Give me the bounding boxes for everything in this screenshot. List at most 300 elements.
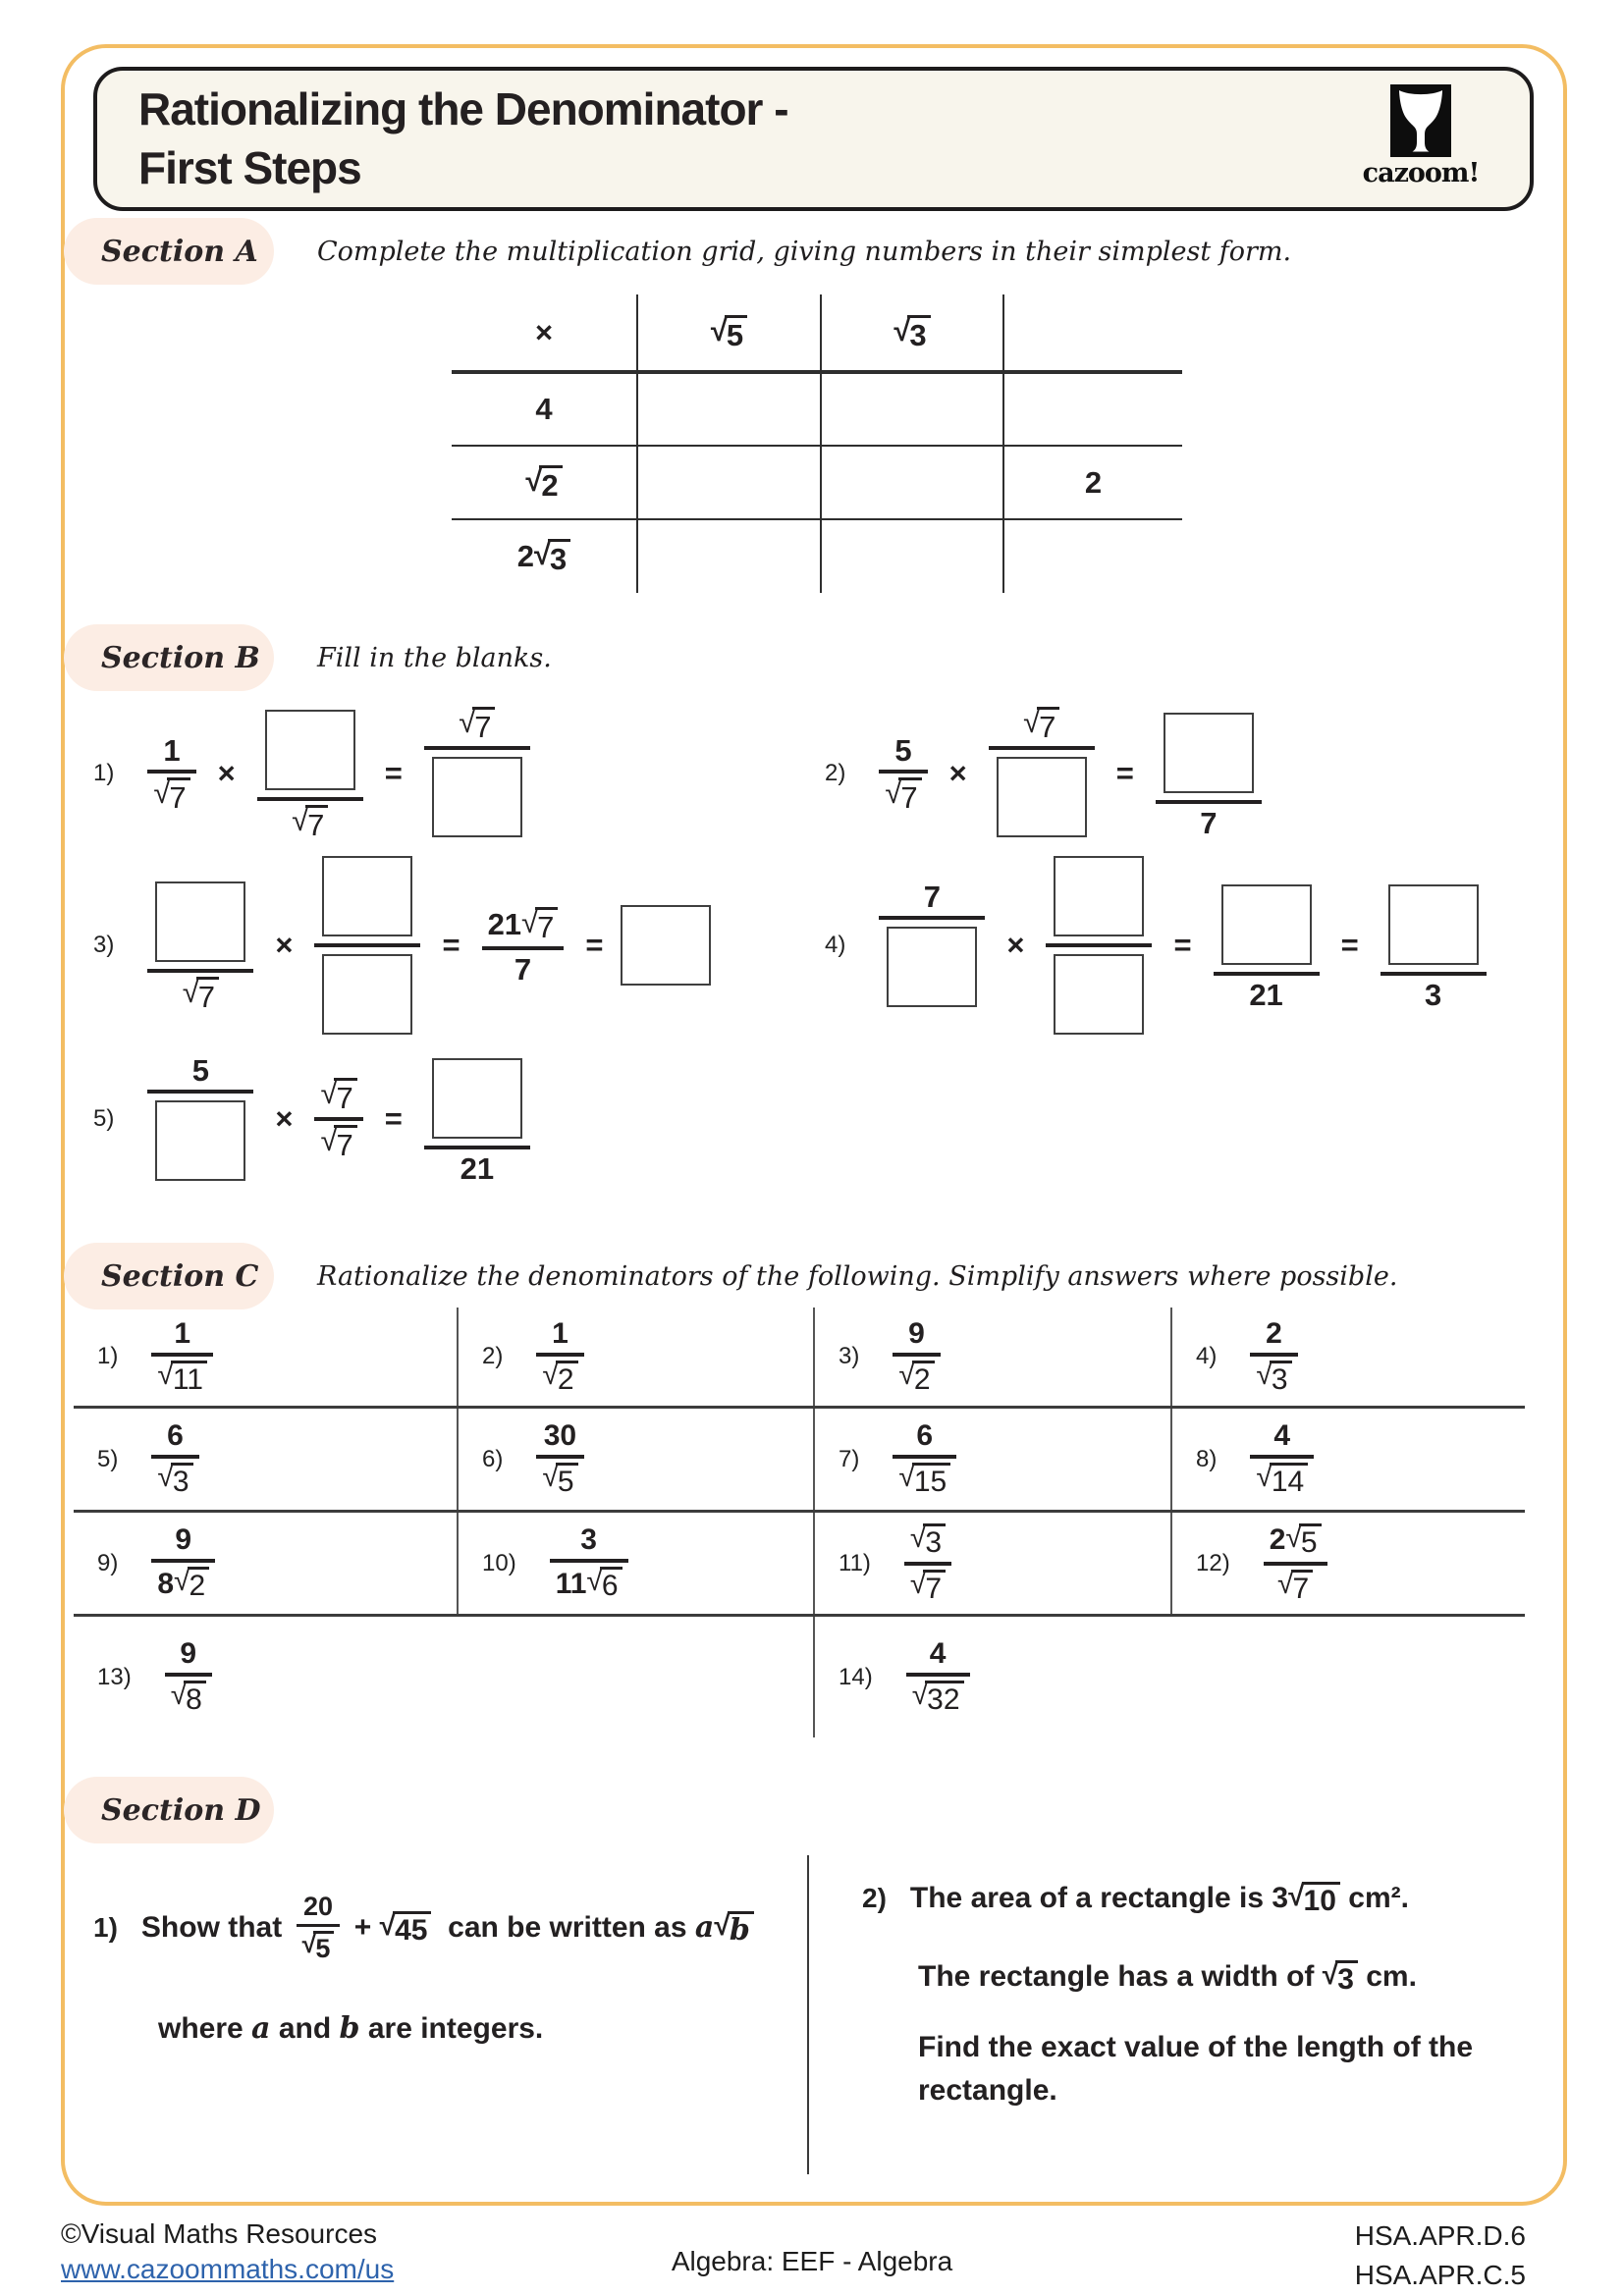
math-text: 2 (1084, 464, 1103, 500)
numerator (174, 1635, 202, 1673)
square-root (1277, 1567, 1313, 1605)
operator: × (1006, 928, 1025, 962)
answer-box[interactable] (155, 881, 245, 962)
problem-cell (457, 1409, 813, 1510)
equation (887, 1315, 946, 1399)
fraction (906, 1635, 970, 1719)
radicand: 2 (556, 1361, 578, 1395)
square-root (525, 462, 562, 503)
d2-line2 (918, 1949, 1510, 2004)
numerator (424, 1051, 530, 1146)
operator: × (948, 756, 967, 790)
problem-label: 1) (93, 1911, 118, 1943)
radicand: 5 (1299, 1523, 1322, 1558)
operator: = (1340, 928, 1359, 962)
numerator (482, 903, 565, 946)
grid-answer-cell[interactable] (636, 518, 820, 593)
equation (141, 1051, 535, 1188)
denominator (989, 750, 1095, 844)
math-text: 1 (174, 1316, 190, 1350)
math-text: Show that (140, 1911, 291, 1945)
problem-cell (1170, 1513, 1525, 1614)
square-root (1285, 1523, 1321, 1558)
grid-header-cell (452, 445, 636, 518)
square-root (710, 312, 747, 352)
radicand: 32 (925, 1681, 963, 1715)
math-text: 20 (302, 1891, 334, 1921)
section-a-label: Section A (64, 218, 274, 285)
section-d-label: Section D (64, 1777, 274, 1843)
section-d-problem-1 (93, 1870, 790, 2051)
numerator (538, 1417, 582, 1455)
square-root (1288, 1879, 1340, 1917)
answer-box[interactable] (1388, 884, 1479, 965)
equation (900, 1635, 976, 1719)
radicand: 5 (313, 1931, 334, 1962)
problem-label: 4) (825, 932, 846, 958)
fraction (893, 1417, 956, 1501)
denominator (1046, 947, 1152, 1041)
fraction (257, 703, 363, 844)
grid-given-cell (1002, 445, 1182, 518)
fraction (314, 849, 420, 1041)
square-root (320, 1078, 356, 1113)
multiplication-grid (452, 294, 1182, 593)
problem-cell (813, 1409, 1170, 1510)
equation (141, 849, 713, 1041)
problem-label: 2) (862, 1882, 887, 1913)
math-text: can be written as (431, 1911, 695, 1945)
answer-box[interactable] (621, 905, 711, 986)
radical-icon: √ (1023, 705, 1041, 739)
denominator (147, 774, 195, 817)
radical-icon: √ (542, 1358, 559, 1391)
grid-answer-cell[interactable] (636, 445, 820, 518)
numerator (904, 1520, 951, 1562)
answer-box[interactable] (1054, 954, 1144, 1035)
numerator (1046, 849, 1152, 943)
numerator (168, 1315, 196, 1353)
problem-cell (813, 1617, 1525, 1737)
d1-line1 (93, 1870, 790, 1986)
square-root (1256, 1358, 1291, 1396)
section-c-label: Section C (64, 1243, 274, 1309)
denominator (893, 1357, 940, 1399)
math-text: 7 (1200, 805, 1218, 840)
radicand: 2 (912, 1361, 935, 1395)
math-text: 3 (580, 1523, 597, 1556)
radical-icon: √ (153, 774, 171, 810)
grid-answer-cell[interactable] (820, 518, 1002, 593)
radical-icon: √ (885, 774, 902, 810)
denominator (879, 920, 985, 1014)
radicand: 7 (898, 777, 921, 813)
fraction (147, 875, 253, 1016)
math-text: 30 (543, 1419, 577, 1452)
problem-label: 4) (1196, 1343, 1218, 1369)
denominator (893, 1459, 956, 1501)
answer-box[interactable] (322, 856, 412, 936)
denominator (509, 950, 537, 988)
numerator (1380, 878, 1487, 972)
radical-icon: √ (320, 1123, 338, 1157)
problem-label: 12) (1196, 1549, 1230, 1576)
footer-category: Algebra: EEF - Algebra (671, 2246, 953, 2276)
radicand: 11 (171, 1361, 207, 1395)
page-title (138, 80, 788, 198)
radicand: 7 (535, 907, 558, 942)
equation (1244, 1417, 1320, 1501)
numerator (1017, 703, 1065, 746)
math-text: 7 (923, 879, 941, 914)
numerator (257, 703, 363, 797)
square-root (320, 1125, 356, 1160)
fraction (1264, 1520, 1327, 1608)
math-text: 2 (1269, 1523, 1286, 1556)
numerator (902, 1315, 931, 1353)
problem-cell (74, 1409, 457, 1510)
radicand: 6 (600, 1567, 623, 1601)
math-text: and (270, 2012, 340, 2045)
problem-cell (74, 1617, 813, 1737)
radical-icon: √ (170, 1679, 188, 1711)
grid-answer-cell[interactable] (820, 445, 1002, 518)
section-c-instruction: Rationalize the denominators of the following. Simplify answers where possible. (317, 1260, 1398, 1292)
math-text: cm². (1339, 1882, 1409, 1915)
radicand: 7 (1037, 707, 1059, 742)
denominator (1250, 1459, 1314, 1501)
square-root (885, 774, 921, 815)
radicand: 7 (472, 707, 495, 742)
equation (898, 1520, 957, 1608)
square-root (714, 1908, 753, 1948)
grid-answer-cell[interactable] (1002, 294, 1182, 370)
table-row (74, 1406, 1525, 1510)
math-text: 6 (167, 1419, 184, 1452)
problem-label: 2) (482, 1343, 504, 1369)
variable: a (694, 1910, 715, 1946)
radicand: 5 (556, 1463, 578, 1497)
square-root (521, 904, 558, 944)
section-b-instruction: Fill in the blanks. (317, 642, 552, 673)
radicand: 2 (539, 465, 562, 501)
math-text: 9 (180, 1637, 197, 1670)
problem-cell (1170, 1308, 1525, 1406)
radicand: 7 (923, 1570, 946, 1604)
fraction (482, 903, 565, 988)
radical-icon: √ (533, 537, 551, 571)
square-root (542, 1358, 577, 1396)
answer-box[interactable] (1164, 713, 1254, 793)
statement (141, 1890, 754, 1967)
numerator (147, 875, 253, 969)
fraction (904, 1520, 951, 1608)
radical-icon: √ (320, 1076, 338, 1110)
math-text: 21 (460, 1150, 495, 1186)
square-root (912, 1681, 964, 1715)
square-root (153, 774, 189, 815)
problem-label: 14) (839, 1663, 873, 1690)
square-root (893, 312, 930, 352)
numerator (1268, 1417, 1296, 1455)
denominator (904, 1566, 951, 1608)
radical-icon: √ (911, 1679, 929, 1711)
numerator (453, 703, 501, 746)
math-text: 1 (163, 732, 181, 768)
radicand: 45 (393, 1911, 431, 1946)
answer-box[interactable] (265, 710, 355, 790)
radical-icon: √ (1322, 1957, 1339, 1991)
numerator (298, 1890, 339, 1924)
denominator (1419, 976, 1447, 1014)
column-divider (807, 1855, 809, 2174)
problem-cell (457, 1308, 813, 1406)
grid-header-cell (636, 294, 820, 370)
radical-icon: √ (1256, 1461, 1272, 1493)
problem-cell (813, 1308, 1170, 1406)
problem-cell (813, 1513, 1170, 1614)
radicand: 3 (923, 1523, 946, 1558)
section-b-problem-1 (93, 680, 536, 867)
cazoom-wordmark: cazoom! (1362, 158, 1480, 188)
radical-icon: √ (379, 1908, 397, 1942)
radicand: 10 (1302, 1882, 1340, 1916)
operator: × (275, 1101, 294, 1136)
radical-icon: √ (714, 1908, 731, 1942)
numerator (314, 849, 420, 943)
radical-icon: √ (898, 1358, 915, 1391)
operator: × (275, 928, 294, 962)
equation (544, 1522, 634, 1605)
equation (145, 1417, 204, 1501)
square-root (157, 1358, 207, 1396)
grid-answer-cell[interactable] (1002, 518, 1182, 593)
radicand: 2 (188, 1567, 210, 1601)
fraction (314, 1074, 362, 1164)
fraction (1380, 878, 1487, 1014)
equation (873, 849, 1491, 1041)
radicand: 3 (171, 1463, 193, 1497)
numerator (1260, 1315, 1288, 1353)
radical-icon: √ (157, 1461, 174, 1493)
square-root (459, 707, 495, 742)
radical-icon: √ (710, 312, 728, 347)
square-root (379, 1908, 432, 1947)
operator: × (217, 756, 236, 790)
square-root (898, 1463, 950, 1497)
math-text: 2 (1266, 1316, 1282, 1350)
denominator (177, 973, 225, 1016)
math-text: cm. (1357, 1960, 1417, 1994)
grid-operator-cell (452, 294, 636, 370)
problem-label: 5) (97, 1445, 119, 1472)
problem-label: 11) (839, 1549, 871, 1576)
denominator (1243, 976, 1288, 1014)
operator: = (442, 928, 460, 962)
radical-icon: √ (1288, 1879, 1305, 1912)
grid-answer-cell[interactable] (1002, 370, 1182, 445)
fraction (536, 1417, 583, 1501)
square-root (542, 1463, 577, 1497)
answer-box[interactable] (1054, 856, 1144, 936)
radicand: 14 (1270, 1463, 1308, 1497)
radical-icon: √ (1277, 1567, 1294, 1600)
cazoom-logo (1347, 84, 1494, 188)
radicand: 3 (1270, 1361, 1292, 1395)
fraction (989, 703, 1095, 844)
page-title-line1: Rationalizing the Denominator - (138, 83, 788, 134)
fraction (297, 1890, 341, 1967)
radical-icon: √ (893, 312, 911, 347)
denominator (536, 1357, 583, 1399)
radicand: 3 (548, 539, 570, 574)
answer-box[interactable] (155, 1100, 245, 1181)
table-row (74, 1308, 1525, 1406)
grid-answer-cell[interactable] (820, 370, 1002, 445)
math-text: 7 (514, 951, 532, 987)
numerator (924, 1635, 952, 1673)
footer-standards (1355, 2216, 1526, 2295)
fraction (1214, 878, 1320, 1014)
square-root (174, 1567, 209, 1601)
answer-box[interactable] (1221, 884, 1312, 965)
radical-icon: √ (174, 1565, 190, 1597)
radicand: 15 (912, 1463, 950, 1497)
radicand: 7 (334, 1125, 356, 1160)
radical-icon: √ (182, 975, 199, 1009)
math-text: 4 (535, 392, 553, 426)
numerator (1264, 1520, 1327, 1562)
grid-answer-cell[interactable] (636, 370, 820, 445)
section-b-label: Section B (64, 624, 274, 691)
section-b-problem-2 (825, 680, 1268, 867)
denominator (314, 1121, 362, 1164)
section-b-problem-3 (93, 860, 713, 1031)
radical-icon: √ (1285, 1521, 1302, 1554)
math-text: 11 (555, 1567, 587, 1600)
grid-header-cell (452, 518, 636, 593)
numerator (161, 1417, 189, 1455)
problem-cell (1170, 1409, 1525, 1510)
radical-icon: √ (909, 1521, 927, 1554)
operator: = (1115, 756, 1134, 790)
fraction (151, 1417, 198, 1501)
math-text: 9 (908, 1316, 925, 1350)
problem-label: 2) (825, 760, 846, 786)
denominator (1250, 1357, 1297, 1399)
answer-box[interactable] (887, 927, 977, 1007)
numerator (546, 1315, 574, 1353)
fraction (1156, 706, 1262, 842)
numerator (889, 731, 917, 770)
grid-header-cell (820, 294, 1002, 370)
denominator (165, 1677, 212, 1719)
fraction (879, 731, 927, 817)
math-text: 1 (552, 1316, 568, 1350)
denominator (536, 1459, 583, 1501)
problem-label: 9) (97, 1549, 119, 1576)
operator: = (384, 756, 403, 790)
square-root (157, 1463, 192, 1497)
numerator (1156, 706, 1262, 800)
d1-line2 (158, 2007, 790, 2051)
table-row (74, 1510, 1525, 1614)
answer-box[interactable] (997, 757, 1087, 837)
denominator (147, 1094, 253, 1188)
operator: = (384, 1101, 403, 1136)
operator: = (1173, 928, 1192, 962)
problem-label: 7) (839, 1445, 860, 1472)
website-link[interactable]: www.cazoommaths.com/us (61, 2253, 395, 2284)
radicand: 7 (305, 805, 328, 840)
equation (1258, 1520, 1333, 1608)
page-title-line2: First Steps (138, 141, 361, 193)
equation (159, 1635, 218, 1719)
square-root (302, 1931, 335, 1962)
radical-icon: √ (909, 1567, 927, 1600)
math-text: The area of a rectangle is 3 (909, 1882, 1289, 1915)
square-root (1023, 707, 1059, 742)
equation (145, 1522, 221, 1605)
math-text: 6 (916, 1419, 934, 1452)
math-text: 3 (1425, 977, 1442, 1012)
denominator (455, 1149, 500, 1188)
variable: b (339, 2011, 360, 2046)
numerator (918, 878, 947, 916)
math-text: + (346, 1911, 380, 1945)
square-root (1256, 1463, 1308, 1497)
section-c-table (74, 1308, 1525, 1737)
radicand: 3 (907, 315, 930, 350)
copyright-text: ©Visual Maths Resources (61, 2218, 378, 2249)
problem-label: 10) (482, 1549, 516, 1576)
problem-label: 3) (93, 932, 115, 958)
denominator (151, 1563, 215, 1605)
problem-label: 1) (97, 1343, 119, 1369)
equation (873, 703, 1267, 844)
denominator (424, 750, 530, 844)
answer-box[interactable] (432, 757, 522, 837)
operator: × (534, 314, 554, 349)
section-a-row (64, 218, 1291, 285)
problem-label: 13) (97, 1663, 132, 1690)
numerator (910, 1417, 939, 1455)
radical-icon: √ (459, 705, 476, 739)
square-root (183, 977, 219, 1012)
fraction (147, 1051, 253, 1188)
numerator (314, 1074, 362, 1117)
drum-icon (1390, 84, 1451, 157)
d2-line3 (918, 2026, 1488, 2111)
math-text: Find the exact value of the length of the rectangle. (918, 2031, 1482, 2107)
fraction (151, 1315, 213, 1399)
fraction (893, 1315, 940, 1399)
math-text: 8 (157, 1567, 175, 1600)
answer-box[interactable] (432, 1058, 522, 1139)
square-root (292, 805, 328, 840)
problem-cell (74, 1308, 457, 1406)
denominator (151, 1357, 213, 1399)
numerator (1214, 878, 1320, 972)
square-root (171, 1681, 206, 1715)
numerator (574, 1522, 603, 1559)
section-d-problem-2 (862, 1863, 1510, 2111)
radical-icon: √ (157, 1358, 174, 1391)
equation (1244, 1315, 1303, 1399)
standard-code-1: HSA.APR.D.6 (1354, 2220, 1526, 2251)
answer-box[interactable] (322, 954, 412, 1035)
math-text: where (158, 2012, 252, 2045)
